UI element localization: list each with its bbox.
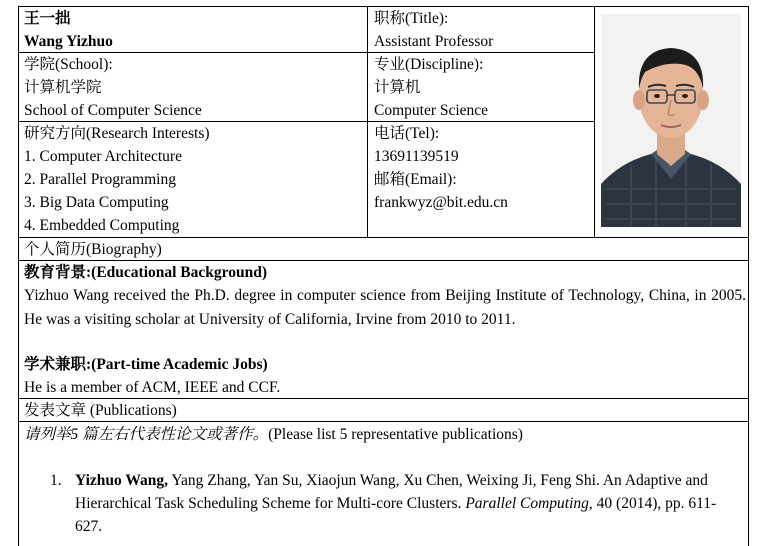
school-en: School of Computer Science (24, 102, 202, 119)
publication-number: 1. (50, 472, 62, 489)
academic-jobs-heading: 学术兼职:(Part-time Academic Jobs) (24, 356, 268, 373)
publication-authors-bold: Yizhuo Wang, (75, 472, 169, 489)
academic-jobs-text: He is a member of ACM, IEEE and CCF. (24, 379, 281, 396)
publications-instruction (24, 423, 523, 446)
table-border-left (18, 6, 19, 546)
publication-authors-rest: Yang Zhang, Yan Su, Xiaojun Wang, Xu Chen, Weixing Ji, Feng Shi. An Adaptive and Hierarchical Task Scheduling Scheme for Multi-core Clusters. (75, 472, 708, 512)
email-value[interactable]: frankwyz@bit.edu.cn (374, 194, 508, 211)
name-cn: 王一拙 (24, 10, 71, 27)
school-cn: 计算机学院 (24, 79, 102, 96)
research-item: 3. Big Data Computing (24, 194, 169, 211)
title-label: 职称(Title): (374, 10, 449, 27)
research-item: 4. Embedded Computing (24, 217, 180, 234)
tel-label: 电话(Tel): (374, 125, 440, 142)
publication-journal: Parallel Computing (465, 495, 589, 512)
publication-details: , 40 (2014), pp. 611-627. (75, 495, 717, 535)
discipline-en: Computer Science (374, 102, 489, 119)
name-en: Wang Yizhuo (24, 33, 113, 50)
research-item: 1. Computer Architecture (24, 148, 182, 165)
portrait-photo (601, 14, 741, 227)
table-border-right (748, 6, 749, 546)
school-label: 学院(School): (24, 56, 113, 73)
instruction-en: (Please list 5 representative publications) (268, 426, 523, 443)
publication-entry (75, 469, 725, 538)
publications-header: 发表文章 (Publications) (24, 402, 177, 419)
education-heading: 教育背景:(Educational Background) (24, 264, 268, 281)
biography-header: 个人简历(Biography) (24, 241, 162, 258)
title-value: Assistant Professor (374, 33, 494, 50)
email-label: 邮箱(Email): (374, 171, 457, 188)
discipline-label: 专业(Discipline): (374, 56, 484, 73)
instruction-cn: 请列举5 篇左右代表性论文或著作。 (24, 426, 269, 443)
tel-value: 13691139519 (374, 148, 459, 165)
education-text: Yizhuo Wang received the Ph.D. degree in computer science from Beijing Institute of Technology, China, in 2005. He was a visiting scholar at University of California, Irvine from 2010 to 2011. (24, 287, 746, 328)
research-label: 研究方向(Research Interests) (24, 125, 210, 142)
discipline-cn: 计算机 (374, 79, 421, 96)
portrait-icon (601, 14, 741, 227)
research-item: 2. Parallel Programming (24, 171, 176, 188)
